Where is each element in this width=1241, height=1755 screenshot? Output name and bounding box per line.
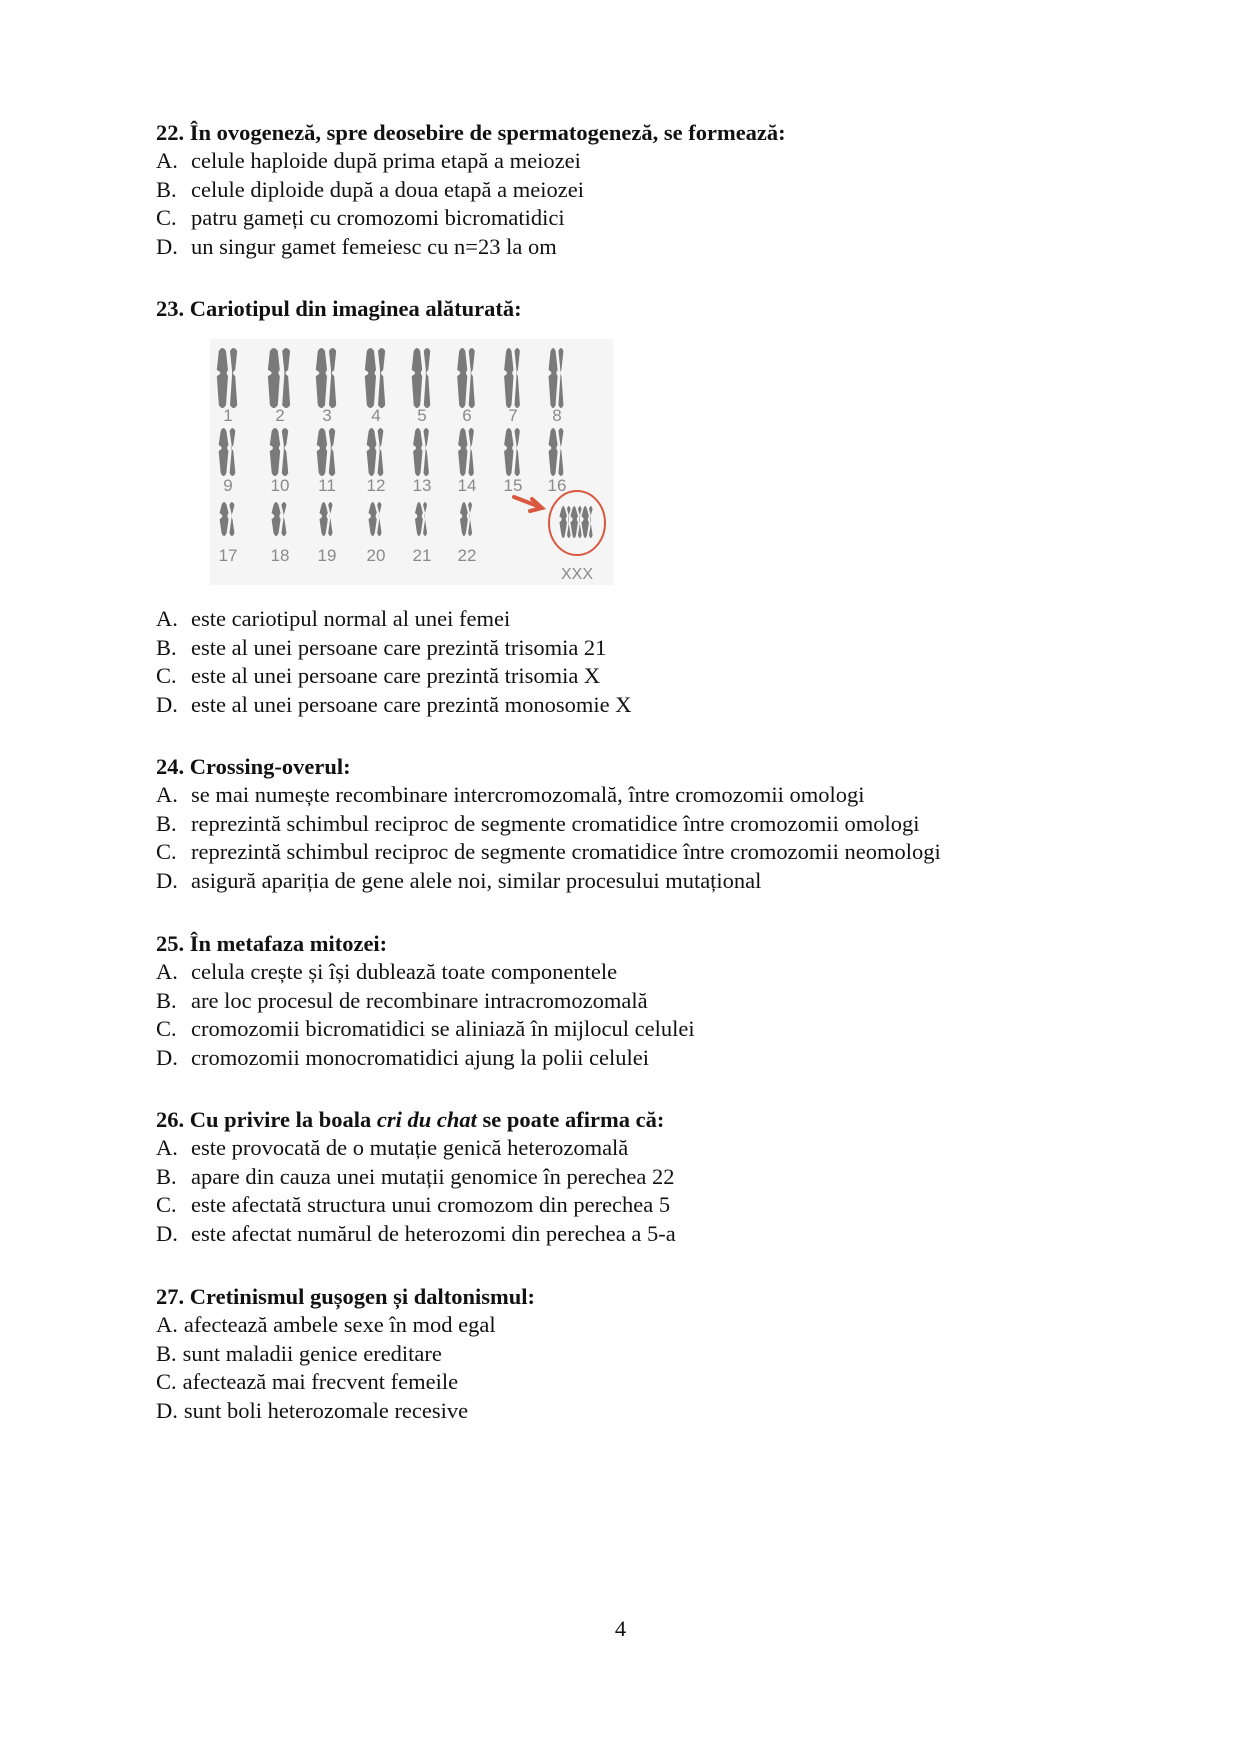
chromosome-label: 5 bbox=[417, 406, 427, 425]
chromosome-label: 21 bbox=[412, 546, 432, 565]
option-c: C. afectează mai frecvent femeile bbox=[156, 1369, 459, 1395]
option-b: B. are loc procesul de recombinare intracromozomală bbox=[156, 987, 648, 1013]
question-22 bbox=[156, 118, 1116, 261]
option-b: B. reprezintă schimbul reciproc de segmente cromatidice între cromozomii omologi bbox=[156, 810, 920, 836]
chromosome-label: 17 bbox=[218, 546, 238, 565]
chromosome-label: 4 bbox=[371, 406, 381, 425]
option-d: D. un singur gamet femeiesc cu n=23 la om bbox=[156, 233, 557, 259]
chromosome-label: 15 bbox=[503, 476, 523, 495]
chromosome-label: 7 bbox=[508, 406, 518, 425]
question-25 bbox=[156, 929, 1116, 1072]
option-d: D. este al unei persoane care prezintă monosomie X bbox=[156, 691, 632, 717]
chromosome-label: 3 bbox=[322, 406, 332, 425]
chromosome-label: 16 bbox=[547, 476, 567, 495]
option-d: D. este afectat numărul de heterozomi din perechea a 5-a bbox=[156, 1220, 676, 1246]
option-a: A. celula crește și își dublează toate componentele bbox=[156, 959, 618, 984]
chromatid bbox=[316, 348, 327, 408]
question-27 bbox=[156, 1282, 1116, 1425]
question-title: 27. Cretinismul gușogen și daltonismul: bbox=[156, 1284, 536, 1309]
option-c: C. este al unei persoane care prezintă trisomia X bbox=[156, 663, 601, 689]
option-a: A. afectează ambele sexe în mod egal bbox=[156, 1312, 496, 1337]
option-b: B. celule diploide după a doua etapă a meiozei bbox=[156, 176, 584, 202]
option-a: A. este cariotipul normal al unei femei bbox=[156, 606, 511, 631]
question-title: 23. Cariotipul din imaginea alăturată: bbox=[156, 296, 522, 321]
chromosome-label: 6 bbox=[462, 406, 472, 425]
option-a: A. celule haploide după prima etapă a meiozei bbox=[156, 148, 581, 173]
disease-name: cri du chat bbox=[376, 1107, 477, 1132]
chromatid bbox=[268, 348, 280, 408]
chromatid bbox=[365, 348, 376, 408]
chromosome-label: 20 bbox=[366, 546, 386, 565]
option-b: B. este al unei persoane care prezintă trisomia 21 bbox=[156, 634, 607, 660]
option-b: B. sunt maladii genice ereditare bbox=[156, 1340, 442, 1366]
option-a: A. se mai numește recombinare intercromozomală, între cromozomii omologi bbox=[156, 782, 865, 807]
chromosome-label: 1 bbox=[223, 406, 233, 425]
option-c: C. patru gameți cu cromozomi bicromatidici bbox=[156, 205, 565, 231]
chromosome-label: 12 bbox=[366, 476, 386, 495]
chromosome-8 bbox=[549, 348, 564, 408]
option-d: D. sunt boli heterozomale recesive bbox=[156, 1397, 469, 1423]
question-26 bbox=[156, 1105, 1116, 1248]
chromosome-label: 13 bbox=[412, 476, 432, 495]
option-c: C. este afectată structura unui cromozom din perechea 5 bbox=[156, 1192, 671, 1218]
karyotype-image bbox=[210, 339, 613, 585]
option-b: B. apare din cauza unei mutații genomice în perechea 22 bbox=[156, 1163, 675, 1189]
option-c: C. reprezintă schimbul reciproc de segmente cromatidice între cromozomii neomologi bbox=[156, 839, 941, 865]
chromosome-label: 22 bbox=[457, 546, 477, 565]
option-a: A. este provocată de o mutație genică heterozomală bbox=[156, 1135, 629, 1160]
question-title: 24. Crossing-overul: bbox=[156, 754, 351, 779]
question-title: 22. În ovogeneză, spre deosebire de spermatogeneză, se formează: bbox=[156, 120, 786, 145]
chromosome-label: XXX bbox=[560, 566, 594, 583]
chromosome-label: 14 bbox=[457, 476, 477, 495]
option-d: D. cromozomii monocromatidici ajung la polii celulei bbox=[156, 1044, 649, 1070]
page-number: 4 bbox=[614, 1616, 627, 1641]
chromosome-label: 19 bbox=[317, 546, 337, 565]
question-23 bbox=[156, 294, 1116, 323]
chromosome-label: 11 bbox=[318, 476, 336, 495]
chromosome-label: 9 bbox=[223, 476, 233, 495]
question-title: 26. Cu privire la boala cri du chat se poate afirma că: bbox=[156, 1107, 665, 1132]
question-23-options bbox=[156, 605, 631, 719]
chromosome-label: 10 bbox=[270, 476, 290, 495]
question-title: 25. În metafaza mitozei: bbox=[156, 931, 388, 956]
chromatid bbox=[217, 348, 228, 408]
question-24 bbox=[156, 752, 1116, 895]
chromosome-label: 2 bbox=[275, 406, 285, 425]
option-c: C. cromozomii bicromatidici se aliniază în mijlocul celulei bbox=[156, 1016, 695, 1042]
chromosome-label: 8 bbox=[552, 406, 562, 425]
chromosome-label: 18 bbox=[270, 546, 290, 565]
option-d: D. asigură apariția de gene alele noi, similar procesului mutațional bbox=[156, 867, 762, 893]
